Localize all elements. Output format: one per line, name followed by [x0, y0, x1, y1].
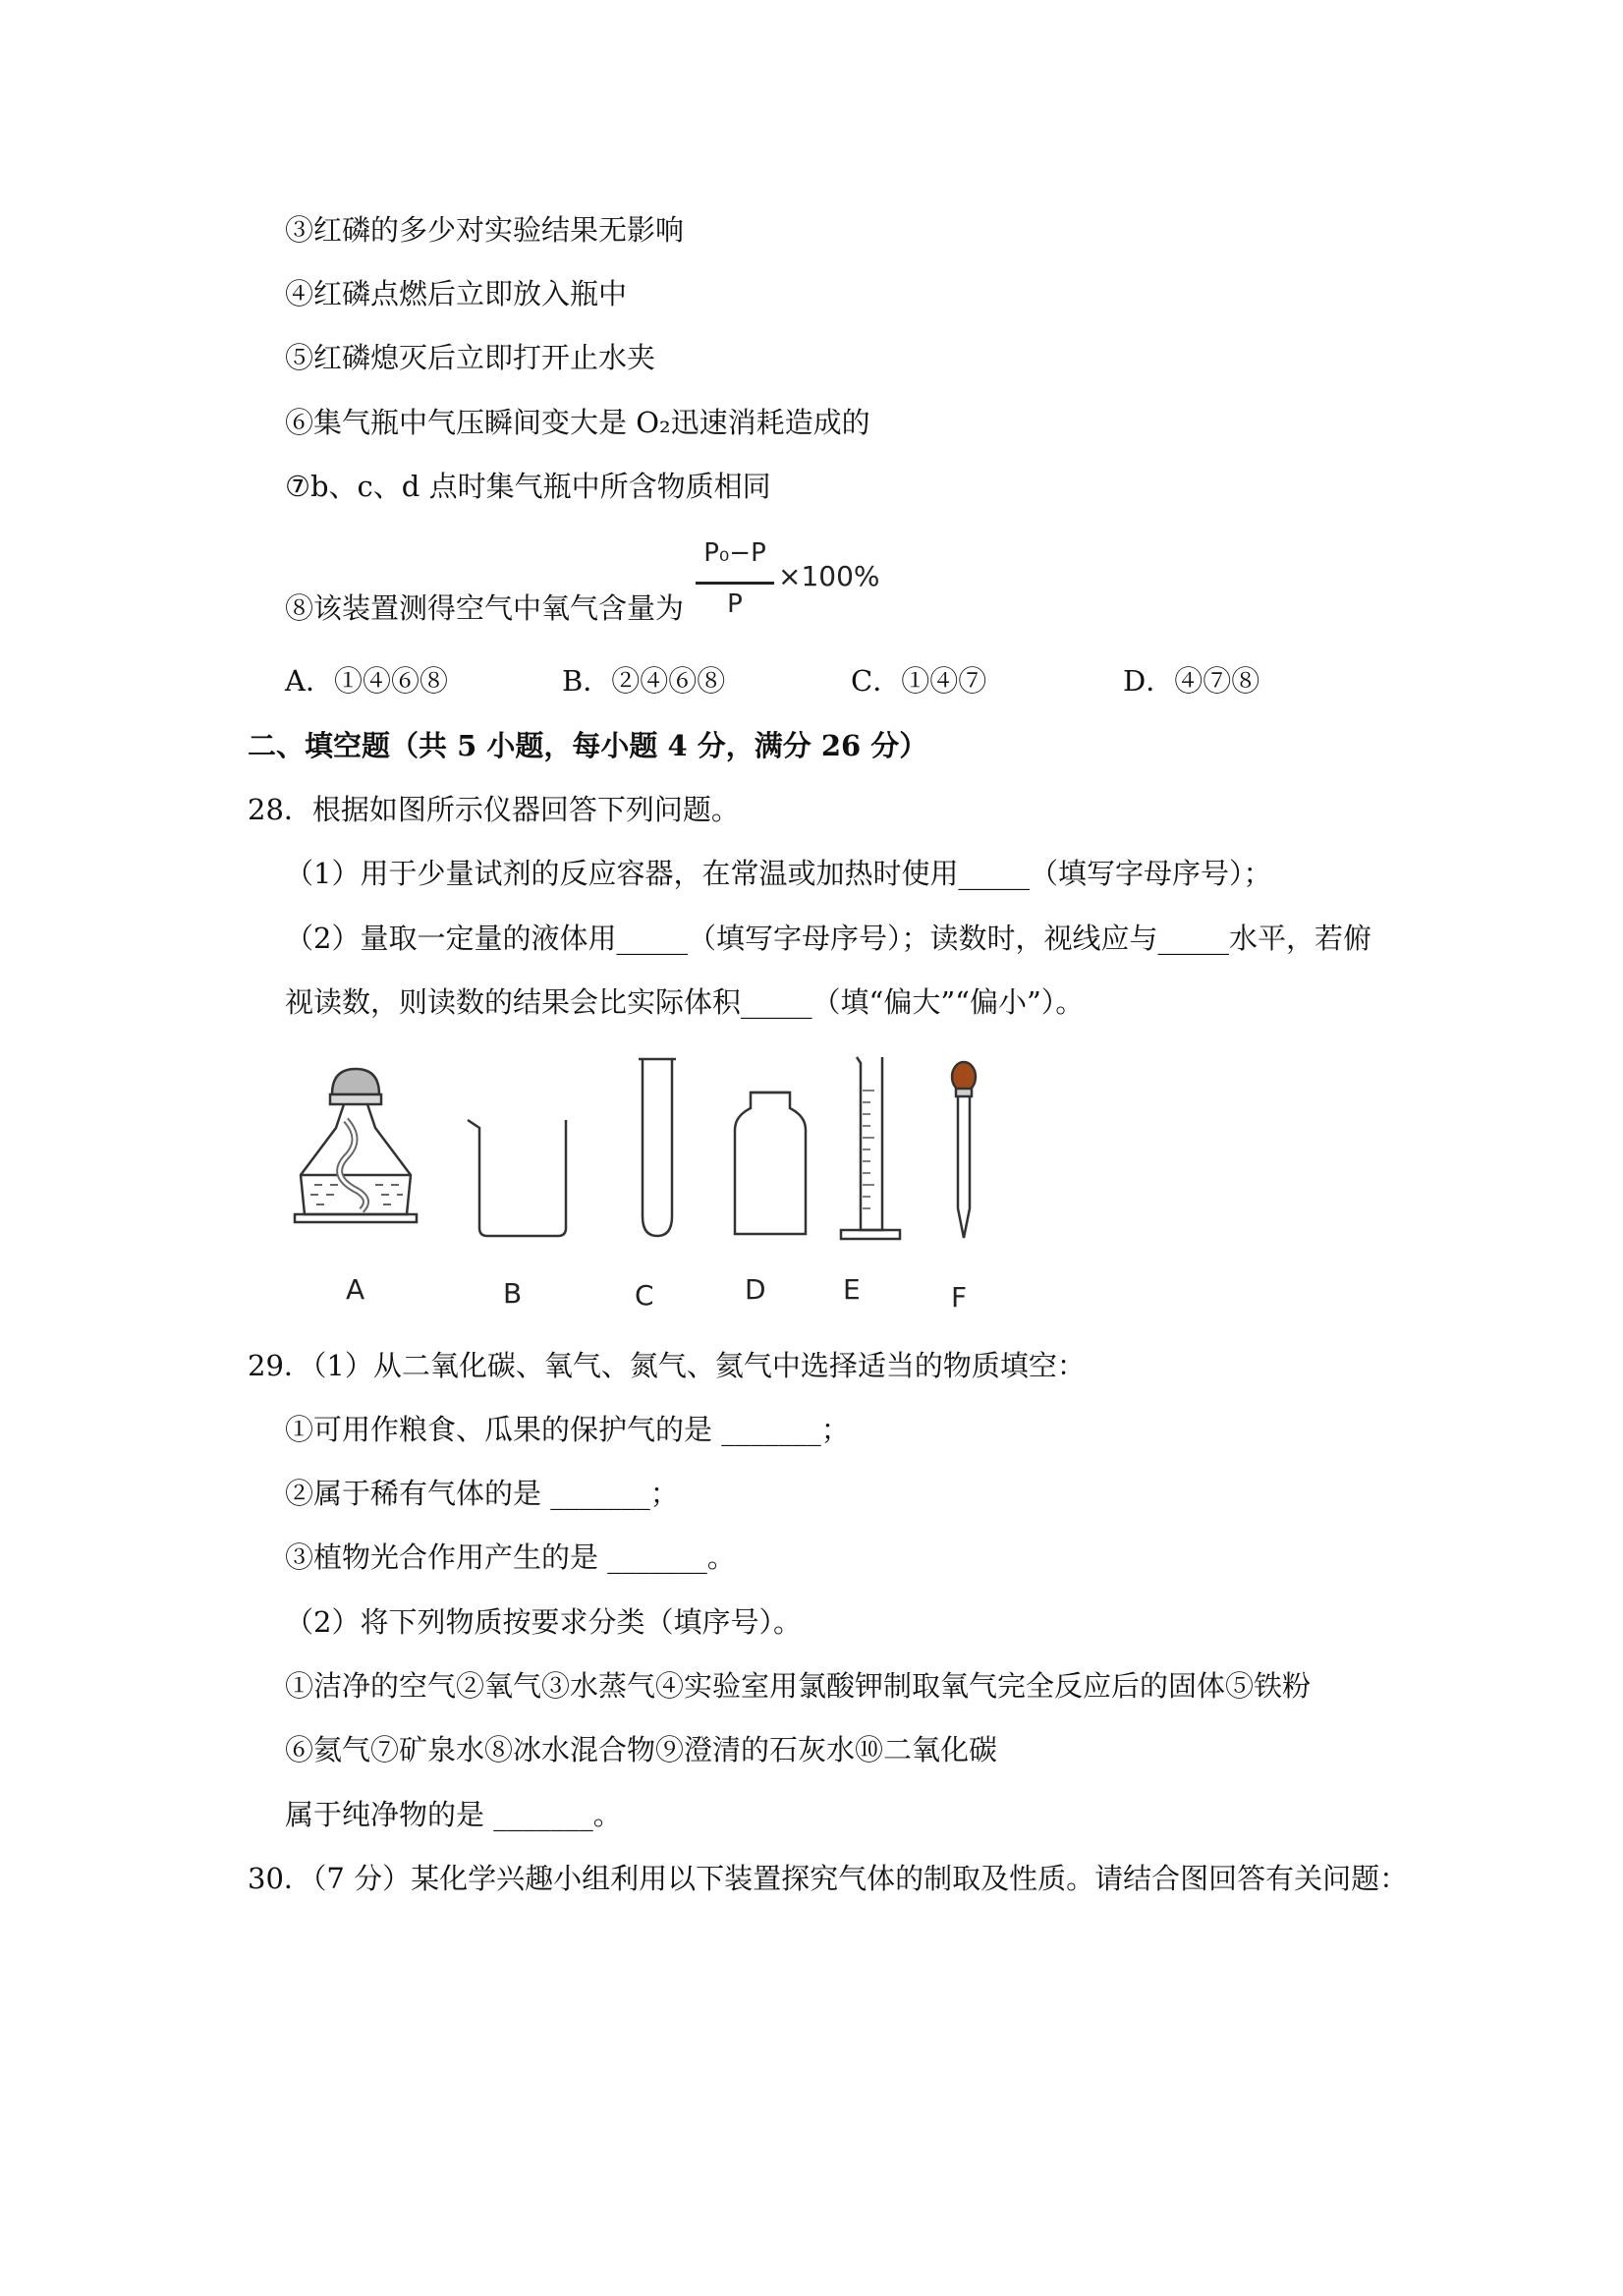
q29-list-line1: ①洁净的空气②氧气③水蒸气④实验室用氯酸钾制取氧气完全反应后的固体⑤铁粉: [285, 1669, 1312, 1703]
label-f: F: [951, 1281, 968, 1314]
label-d: D: [745, 1273, 766, 1306]
q30-stem: 30．（7 分）某化学兴趣小组利用以下装置探究气体的制取及性质。请结合图回答有关问题：: [248, 1862, 1409, 1895]
q29-sub3: ③植物光合作用产生的是 _______。: [285, 1540, 736, 1574]
label-b: B: [503, 1277, 523, 1310]
choice-c: C．①④⑦: [851, 664, 987, 698]
section-title: 二、填空题（共 5 小题，每小题 4 分，满分 26 分）: [248, 729, 928, 762]
q28-part1: （1）用于少量试剂的反应容器，在常温或加热时使用_____（填写字母序号）；: [285, 857, 1272, 890]
q28-part2-line2: 视读数，则读数的结果会比实际体积_____（填“偏大”“偏小”）。: [285, 985, 1085, 1019]
beaker-drawing: [468, 1120, 566, 1236]
label-e: E: [843, 1273, 861, 1306]
formula-denominator: P: [727, 589, 743, 619]
option-line-8: ⑧该装置测得空气中氧气含量为: [285, 591, 685, 625]
q29-answer: 属于纯净物的是 _______。: [285, 1798, 622, 1831]
choice-b: B．②④⑥⑧: [562, 664, 726, 698]
option-line-7: ⑦b、c、d 点时集气瓶中所含物质相同: [285, 470, 771, 503]
q29-part2: （2）将下列物质按要求分类（填序号）。: [285, 1605, 802, 1639]
option-line-6: ⑥集气瓶中气压瞬间变大是 O₂迅速消耗造成的: [285, 406, 870, 439]
choice-a: A．①④⑥⑧: [285, 664, 448, 698]
label-c: C: [635, 1279, 654, 1312]
formula-multiplier: ×100%: [778, 560, 880, 592]
label-a: A: [346, 1273, 365, 1306]
fraction-bar: [696, 582, 774, 585]
bottle-drawing: [735, 1092, 806, 1234]
graduated-cylinder-drawing: [841, 1057, 900, 1239]
oxygen-formula: [696, 538, 882, 627]
dropper-drawing: [952, 1062, 976, 1238]
apparatus-drawings: [285, 1051, 992, 1267]
apparatus-figure: [285, 1051, 992, 1316]
q29-sub2: ②属于稀有气体的是 _______；: [285, 1477, 679, 1510]
formula-numerator: P₀−P: [703, 538, 766, 568]
q28-part2-line1: （2）量取一定量的液体用_____（填写字母序号）；读数时，视线应与_____水平，若俯: [285, 922, 1371, 955]
q29-list-line2: ⑥氦气⑦矿泉水⑧冰水混合物⑨澄清的石灰水⑩二氧化碳: [285, 1733, 998, 1766]
option-line-3: ③红磷的多少对实验结果无影响: [285, 213, 685, 247]
option-line-4: ④红磷点燃后立即放入瓶中: [285, 277, 628, 310]
q29-sub1: ①可用作粮食、瓜果的保护气的是 _______；: [285, 1413, 850, 1446]
option-line-5: ⑤红磷熄灭后立即打开止水夹: [285, 341, 656, 374]
q29-stem: 29．（1）从二氧化碳、氧气、氮气、氦气中选择适当的物质填空：: [248, 1349, 1086, 1382]
choice-d: D．④⑦⑧: [1123, 664, 1260, 698]
test-tube-drawing: [639, 1059, 676, 1236]
q28-stem: 28．根据如图所示仪器回答下列问题。: [248, 793, 740, 826]
alcohol-lamp-drawing: [295, 1069, 417, 1222]
